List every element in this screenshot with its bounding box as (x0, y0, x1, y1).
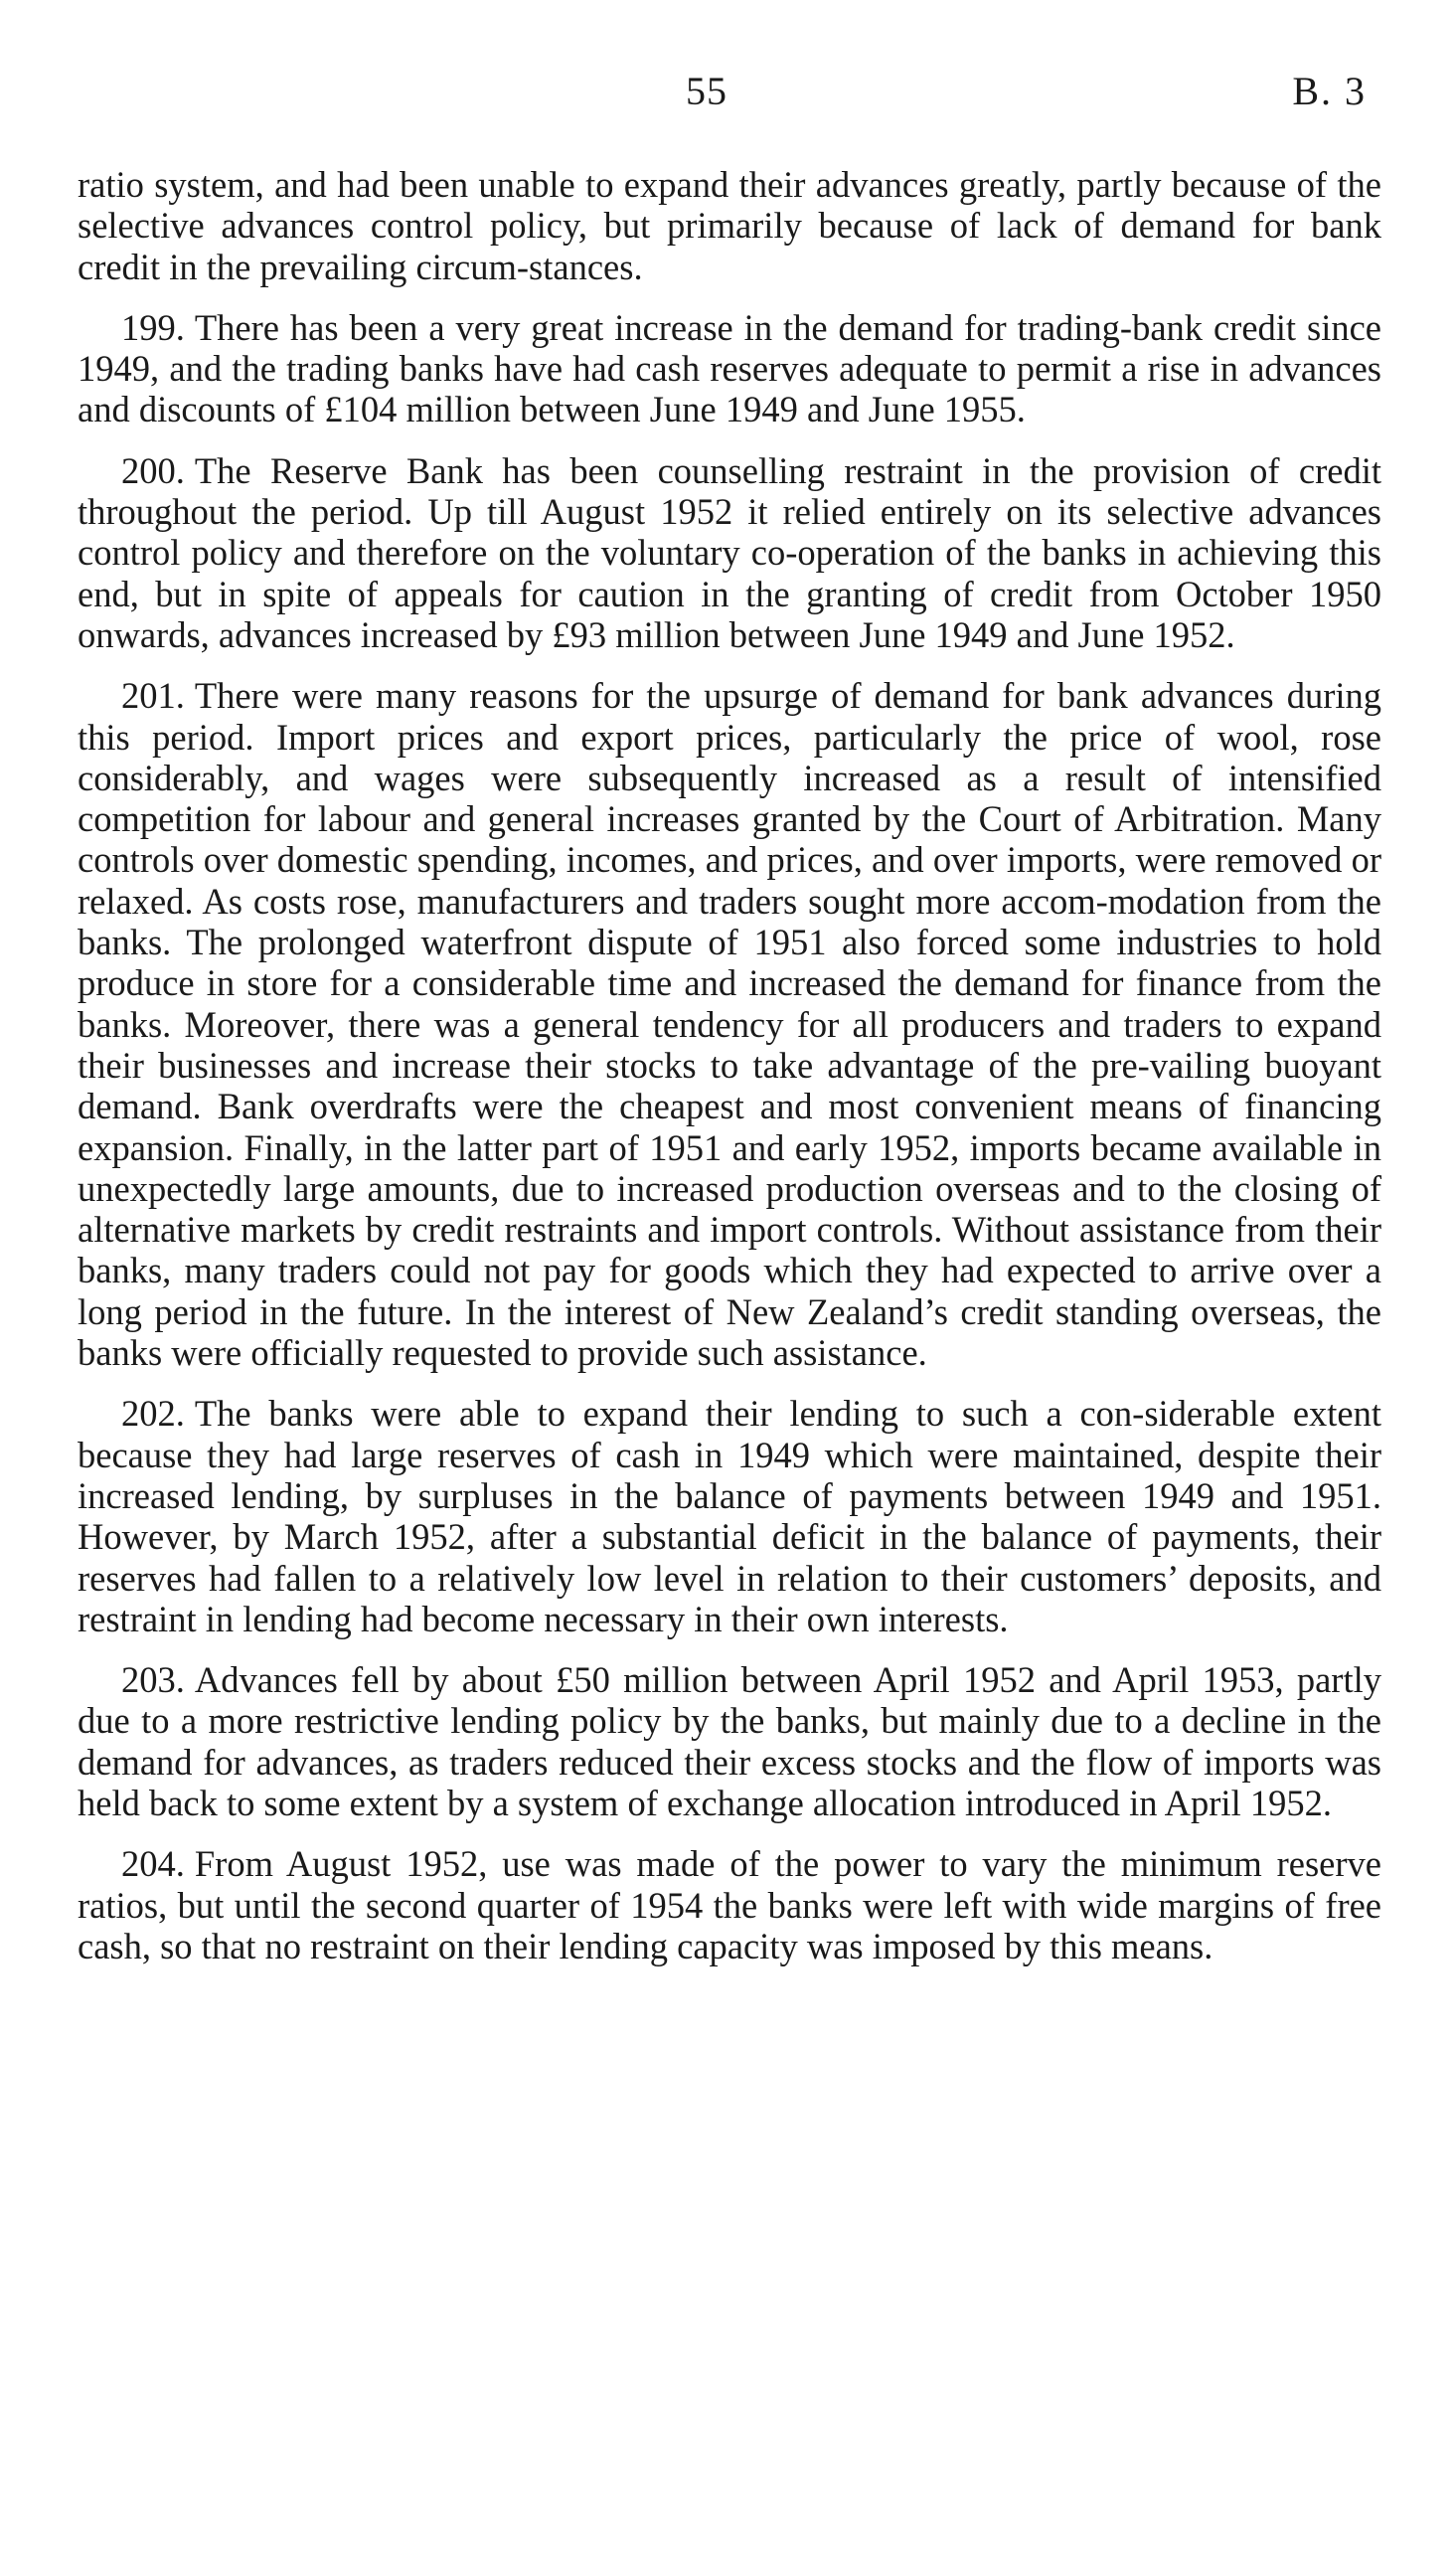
body-text (78, 164, 1381, 1986)
paragraph-continued (78, 164, 1381, 287)
paragraph-text: From August 1952, use was made of the power to vary the minimum reserve ratios, but until the second quarter of 1954 the banks were left with wide margins of free cash, so that no restraint on their lending capacity was imposed by this means. (78, 1843, 1381, 1966)
paragraph-201 (78, 675, 1381, 1373)
paragraph-number: 202. (121, 1393, 185, 1435)
paragraph-number: 203. (121, 1659, 185, 1701)
page-number: 55 (686, 69, 728, 113)
paragraph-number: 199. (121, 306, 185, 348)
paragraph-text: The banks were able to expand their lending to such a con-siderable extent because they had large reserves of cash in 1949 which were maintained, despite their increased lending, by surpluses in the balance of payments between 1949 and 1951. However, by March 1952, after a substantial deficit in the balance of payments, their reserves had fallen to a relatively low level in relation to their customers’ deposits, and restraint in lending had become necessary in their own interests. (78, 1393, 1381, 1639)
paragraph-number: 200. (121, 449, 185, 491)
paragraph-text: Advances fell by about £50 million between April 1952 and April 1953, partly due to a more restrictive lending policy by the banks, but mainly due to a decline in the demand for advances, as traders reduced their excess stocks and the flow of imports was held back to some extent by a system of exchange allocation introduced in April 1952. (78, 1659, 1381, 1823)
paragraph-203 (78, 1659, 1381, 1823)
paragraph-202 (78, 1393, 1381, 1639)
paragraph-199 (78, 307, 1381, 430)
paragraph-text: ratio system, and had been unable to expand their advances greatly, partly because of the selective advances control policy, but primarily because of lack of demand for bank credit in the prevailing circum-stances. (78, 164, 1381, 287)
paragraph-204 (78, 1843, 1381, 1966)
page-header (0, 68, 1456, 127)
paragraph-number: 201. (121, 675, 185, 717)
paragraph-200 (78, 450, 1381, 655)
paragraph-text: The Reserve Bank has been counselling restraint in the provision of credit throughout the period. Up till August 1952 it relied entirely on its selective advances control policy and therefore on the voluntary co-operation of the banks in achieving this end, but in spite of appeals for caution in the granting of credit from October 1950 onwards, advances increased by £93 million between June 1949 and June 1952. (78, 449, 1381, 655)
paragraph-text: There has been a very great increase in the demand for trading-bank credit since 1949, and the trading banks have had cash reserves adequate to permit a rise in advances and discounts of £104 million between June 1949 and June 1955. (78, 306, 1381, 430)
paragraph-number: 204. (121, 1843, 185, 1885)
section-reference: B. 3 (1292, 69, 1367, 113)
paragraph-text: There were many reasons for the upsurge of demand for bank advances during this period. Import prices and export prices, particularly the price of wool, rose considerably, and wages were subsequently increased as a result of intensified competition for labour and general increases granted by the Court of Arbitration. Many controls over domestic spending, incomes, and prices, and over imports, were removed or relaxed. As costs rose, manufacturers and traders sought more accom-modation from the banks. The prolonged waterfront dispute of 1951 also forced some industries to hold produce in store for a considerable time and increased the demand for finance from the banks. Moreover, there was a general tendency for all producers and traders to expand their businesses and increase their stocks to take advantage of the pre-vailing buoyant demand. Bank overdrafts were the cheapest and most convenient means of financing expansion. Finally, in the latter part of 1951 and early 1952, imports became available in unexpectedly large amounts, due to increased production overseas and to the closing of alternative markets by credit restraints and import controls. Without assistance from their banks, many traders could not pay for goods which they had expected to arrive over a long period in the future. In the interest of New Zealand’s credit standing overseas, the banks were officially requested to provide such assistance. (78, 675, 1381, 1374)
